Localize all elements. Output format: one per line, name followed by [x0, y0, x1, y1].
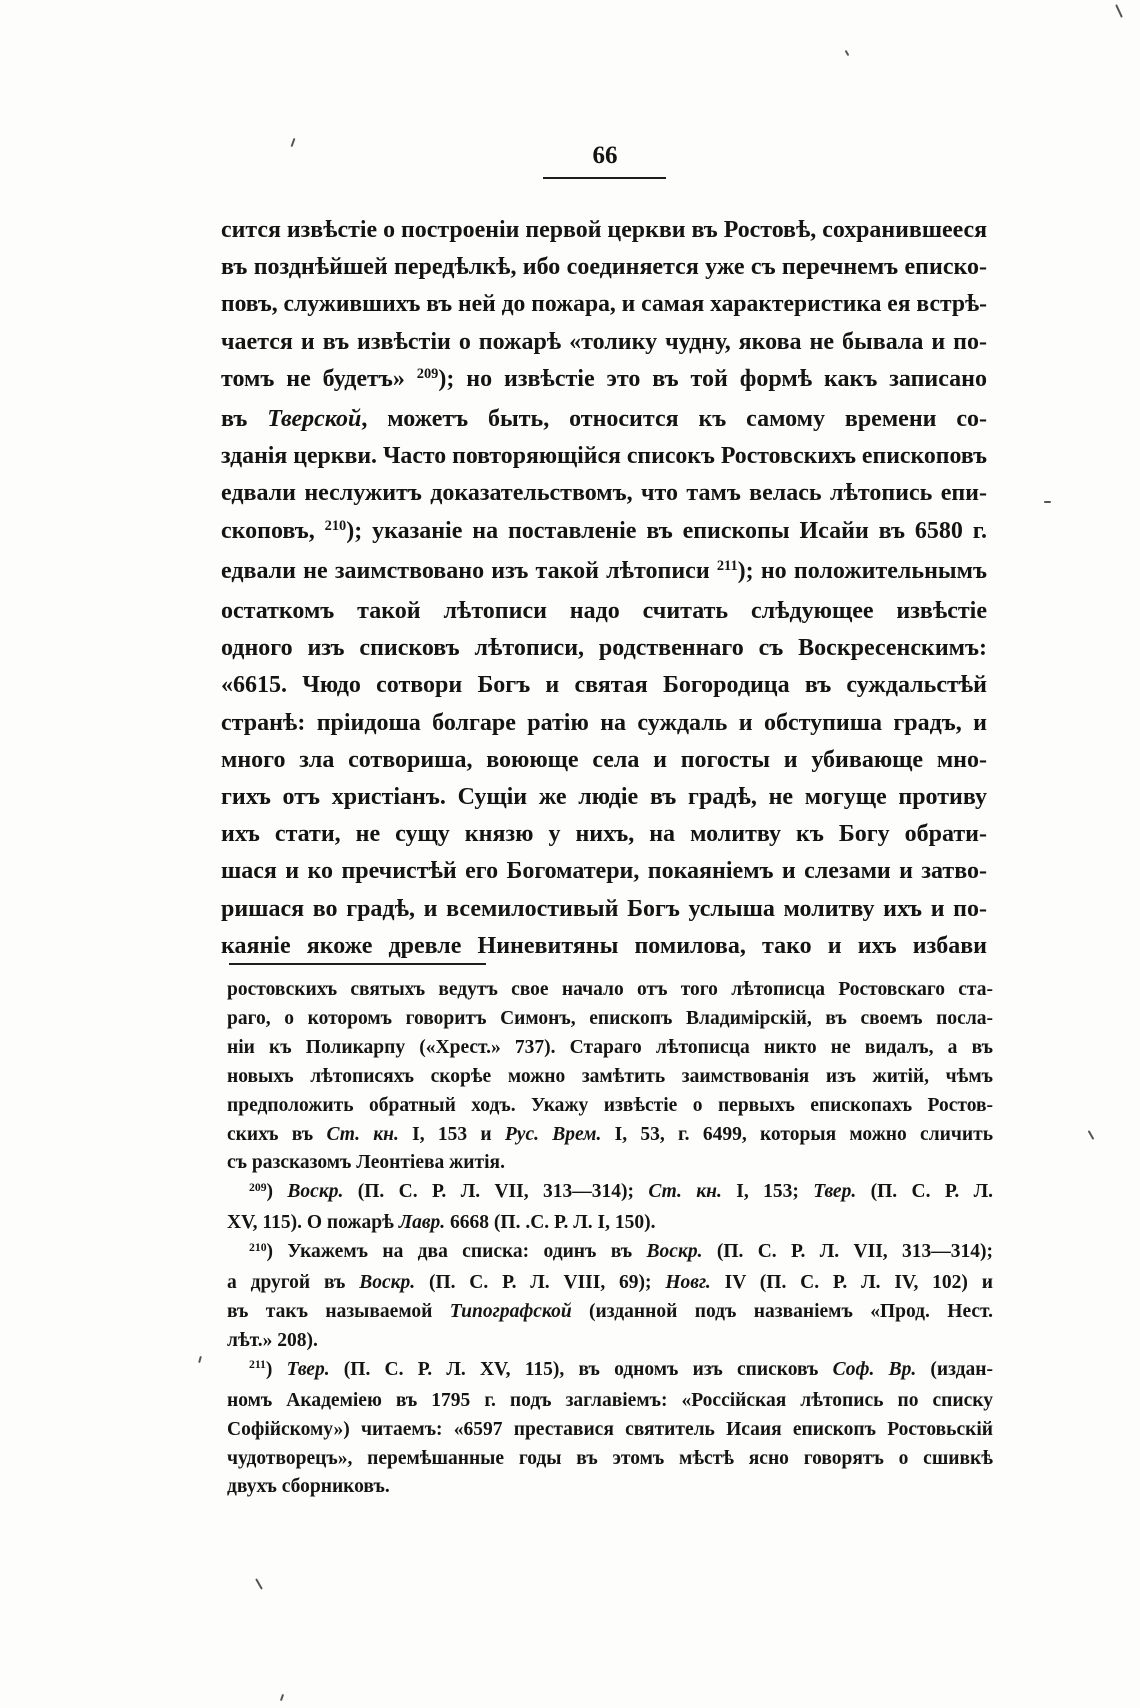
scan-mark: [845, 50, 850, 56]
text-segment: новыхъ лѣтописяхъ скорѣе можно замѣтить заимствованія изъ житій, чѣмъ: [227, 1065, 993, 1087]
text-segment: (П. С. Р. Л. VII, 313—314);: [343, 1181, 649, 1203]
italic-text: Рус. Врем.: [504, 1123, 602, 1145]
footnote-line: [227, 1005, 993, 1034]
italic-text: Твер.: [286, 1358, 330, 1380]
text-segment: (издан-: [916, 1358, 993, 1380]
text-line: [221, 667, 987, 704]
footnote-line: [227, 1121, 993, 1150]
line-content: [221, 480, 987, 506]
footnote-line: [227, 1149, 993, 1178]
text-segment: странѣ: пріидоша болгаре ратію на суждаль и обступиша градъ, и: [221, 709, 987, 736]
text-segment: (П. С. Р. Л. VII, 313—314);: [702, 1241, 994, 1263]
line-content: [221, 598, 987, 624]
footnote-line: [227, 1034, 993, 1063]
line-content: [221, 821, 987, 847]
line-content: [227, 1212, 656, 1233]
italic-text: Лавр.: [398, 1212, 446, 1234]
text-segment: ): [265, 1358, 287, 1380]
text-segment: остаткомъ такой лѣтописи надо считать слѣдующее извѣстіе: [221, 598, 987, 625]
footnote-line: [227, 1298, 993, 1327]
text-segment: едвали неслужитъ доказательствомъ, что тамъ велась лѣтопись епи-: [221, 480, 987, 507]
footnote-line: [227, 1416, 993, 1445]
text-line: [221, 553, 987, 593]
text-segment: ніи къ Поликарпу («Хрест.» 737). Стараго лѣтописца никто не видалъ, а въ: [227, 1036, 993, 1058]
footnote-line: [227, 1178, 993, 1209]
text-segment: ришася во градѣ, и всемилостивый Богъ услыша молитву ихъ и по-: [221, 895, 987, 922]
footnote-line: [227, 1327, 993, 1356]
italic-text: Ст. кн.: [648, 1181, 722, 1203]
text-segment: въ: [221, 406, 268, 433]
footnote-ref-marker: 211: [249, 1358, 266, 1372]
scan-mark: [1044, 501, 1051, 503]
text-line: [221, 853, 987, 890]
footnote-line: [227, 1356, 993, 1387]
scan-mark: [280, 1694, 284, 1701]
text-segment: раго, о которомъ говоритъ Симонъ, епископъ Владимірскій, въ своемъ посла-: [227, 1007, 993, 1029]
text-segment: предположить обратный ходъ. Укажу извѣстіе о первыхъ епископахъ Ростов-: [227, 1094, 993, 1116]
text-segment: (П. С. Р. Л. XV, 115), въ одномъ изъ списковъ: [329, 1358, 833, 1380]
footnote-line: [227, 1269, 993, 1298]
text-segment: «6615. Чюдо сотвори Богъ и святая Богородица въ суждальстѣй: [221, 672, 987, 699]
line-content: [221, 329, 987, 355]
footnote-line: [227, 1473, 993, 1502]
text-line: [221, 212, 987, 249]
footnote-ref-marker: 211: [716, 557, 738, 574]
line-content: [221, 710, 987, 736]
line-content: [221, 254, 987, 280]
italic-text: Соф. Вр.: [832, 1358, 917, 1380]
text-line: [221, 891, 987, 928]
scan-mark: [291, 138, 296, 147]
line-content: [227, 1037, 993, 1058]
footnote-line: [227, 1387, 993, 1416]
line-content: [221, 438, 987, 475]
text-segment: скихъ въ: [227, 1123, 327, 1145]
footnote-line: [227, 1092, 993, 1121]
page-number-rule: [543, 177, 666, 179]
text-segment: едвали не заимствовано изъ такой лѣтописи: [221, 557, 717, 584]
text-segment: ); но извѣстіе это въ той формѣ какъ записано: [438, 365, 988, 392]
text-segment: гихъ отъ христіанъ. Сущіи же людіе въ градѣ, не могуще противу: [221, 784, 987, 811]
line-content: [221, 747, 987, 773]
text-line: [221, 779, 987, 816]
footnote-line: [227, 1445, 993, 1474]
text-segment: повъ, служившихъ въ ней до пожара, и самая характеристика ея встрѣ-: [221, 291, 987, 318]
line-content: [227, 1476, 390, 1497]
text-line: [221, 324, 987, 361]
footnote-ref-marker: 210: [249, 1240, 267, 1254]
line-content: [227, 1390, 993, 1411]
line-content: [221, 518, 987, 544]
text-line: [221, 401, 987, 438]
footnote-line: [227, 1063, 993, 1092]
text-line: [221, 438, 987, 475]
text-segment: съ разсказомъ Леонтіева житія.: [227, 1152, 505, 1174]
footnote-ref-marker: 210: [324, 517, 347, 534]
text-line: [221, 705, 987, 742]
line-content: [249, 1359, 993, 1380]
scan-mark: [255, 1578, 263, 1589]
text-segment: XV, 115). О пожарѣ: [227, 1212, 399, 1234]
text-segment: ); но положительнымъ: [737, 557, 987, 584]
text-segment: томъ не будетъ»: [221, 365, 417, 392]
text-segment: скоповъ,: [221, 517, 325, 544]
italic-text: Воскр.: [646, 1241, 703, 1263]
page-number: 66: [592, 142, 618, 169]
text-line: [221, 361, 987, 401]
text-segment: чудотворецъ», перемѣшанные годы въ этомъ мѣстѣ ясно говорятъ о сшивкѣ: [227, 1447, 993, 1469]
italic-text: Твер.: [813, 1181, 857, 1203]
text-segment: (П. С. Р. Л. VIII, 69);: [415, 1272, 666, 1294]
line-content: [227, 1301, 993, 1322]
italic-text: Новг.: [665, 1272, 711, 1294]
scan-mark: [1115, 4, 1123, 18]
text-segment: шася и ко пречистѣй его Богоматери, покаяніемъ и слезами и затво-: [221, 858, 987, 885]
text-segment: IV (П. С. Р. Л. IV, 102) и: [710, 1272, 993, 1294]
line-content: [227, 1272, 993, 1293]
text-segment: I, 153 и: [398, 1123, 505, 1145]
text-segment: 6668 (П. .С. Р. Л. I, 150).: [445, 1212, 656, 1234]
text-line: [221, 742, 987, 779]
footnote: [227, 1238, 993, 1356]
footnotes: [227, 976, 993, 1502]
text-segment: сится извѣстіе о построеніи первой церкви въ Ростовѣ, сохранившееся: [221, 217, 988, 243]
text-segment: каяніе якоже древле Ниневитяны помилова, тако и ихъ избави: [221, 932, 987, 959]
text-line: [221, 475, 987, 512]
text-segment: ); указаніе на поставленіе въ епископы Исайи въ 6580 г.: [346, 517, 987, 544]
text-segment: одного изъ списковъ лѣтописи, родственнаго съ Воскресенскимъ:: [221, 635, 987, 662]
line-content: [221, 558, 987, 584]
text-line: [221, 816, 987, 853]
line-content: [221, 406, 987, 432]
text-segment: много зла сотвориша, воююще села и погосты и убивающе мно-: [221, 746, 987, 773]
italic-text: Ст. кн.: [326, 1123, 399, 1145]
text-segment: въ такъ называемой: [227, 1300, 450, 1322]
main-text: [221, 212, 987, 965]
text-segment: I, 153;: [721, 1181, 814, 1203]
footnote: [227, 976, 993, 1178]
italic-text: Тверской: [267, 406, 362, 433]
line-content: [249, 1181, 993, 1202]
text-segment: ростовскихъ святыхъ ведутъ свое начало отъ того лѣтописца Ростовскаго ста-: [227, 979, 993, 1000]
footnote-line: [227, 1238, 993, 1269]
line-content: [221, 286, 987, 323]
line-content: [221, 212, 987, 249]
footnote: [227, 1178, 993, 1238]
line-content: [249, 1241, 993, 1262]
footnote-line: [227, 1209, 993, 1238]
line-content: [227, 1095, 993, 1116]
line-content: [221, 366, 987, 392]
line-content: [221, 784, 987, 810]
footnote-line: [227, 976, 993, 1005]
text-segment: ) Укажемъ на два списка: одинъ въ: [266, 1241, 647, 1263]
line-content: [227, 1419, 993, 1440]
text-line: [221, 513, 987, 553]
text-segment: ихъ стати, не сущу князю у нихъ, на молитву къ Богу обрати-: [221, 821, 987, 848]
text-segment: I, 53, г. 6499, которыя можно сличить: [601, 1123, 994, 1145]
line-content: [227, 1330, 318, 1351]
text-segment: (П. С. Р. Л.: [856, 1181, 993, 1203]
line-content: [221, 933, 987, 959]
line-content: [227, 1152, 505, 1173]
line-content: [221, 896, 987, 922]
footnote-ref-marker: 209: [249, 1180, 267, 1194]
italic-text: Воскр.: [359, 1272, 416, 1294]
text-segment: Софійскому») читаемъ: «6597 преставися святитель Исаия епископъ Ростовьскій: [227, 1418, 993, 1440]
footnote-separator: [229, 963, 486, 965]
footnote-ref-marker: 209: [416, 365, 439, 382]
text-segment: двухъ сборниковъ.: [227, 1476, 390, 1498]
text-line: [221, 286, 987, 323]
text-segment: лѣт.» 208).: [227, 1329, 318, 1351]
italic-text: Типографской: [449, 1300, 572, 1322]
italic-text: Воскр.: [287, 1181, 344, 1203]
scan-mark: [198, 1356, 202, 1363]
text-line: [221, 249, 987, 286]
text-segment: въ позднѣйшей передѣлкѣ, ибо соединяется уже съ перечнемъ еписко-: [221, 254, 987, 281]
text-line: [221, 630, 987, 667]
line-content: [227, 1066, 993, 1087]
line-content: [227, 1008, 993, 1029]
text-segment: ): [266, 1181, 288, 1203]
line-content: [221, 858, 987, 884]
text-segment: номъ Академіею въ 1795 г. подъ заглавіемъ: «Россійская лѣтопись по списку: [227, 1389, 993, 1411]
text-line: [221, 593, 987, 630]
text-segment: чается и въ извѣстіи о пожарѣ «толику чудну, якова не бывала и по-: [221, 328, 987, 355]
footnote: [227, 1356, 993, 1503]
text-segment: а другой въ: [227, 1272, 360, 1294]
text-segment: , можетъ быть, относится къ самому времени со-: [361, 406, 987, 433]
line-content: [227, 1448, 993, 1469]
line-content: [227, 1124, 993, 1145]
text-segment: (изданной подъ названіемъ «Прод. Нест.: [571, 1300, 993, 1322]
scan-mark: [1088, 1130, 1095, 1140]
text-segment: зданія церкви. Часто повторяющійся списокъ Ростовскихъ епископовъ: [221, 443, 987, 470]
text-line: [221, 928, 987, 965]
line-content: [227, 979, 993, 1000]
line-content: [221, 672, 987, 698]
line-content: [221, 635, 987, 661]
